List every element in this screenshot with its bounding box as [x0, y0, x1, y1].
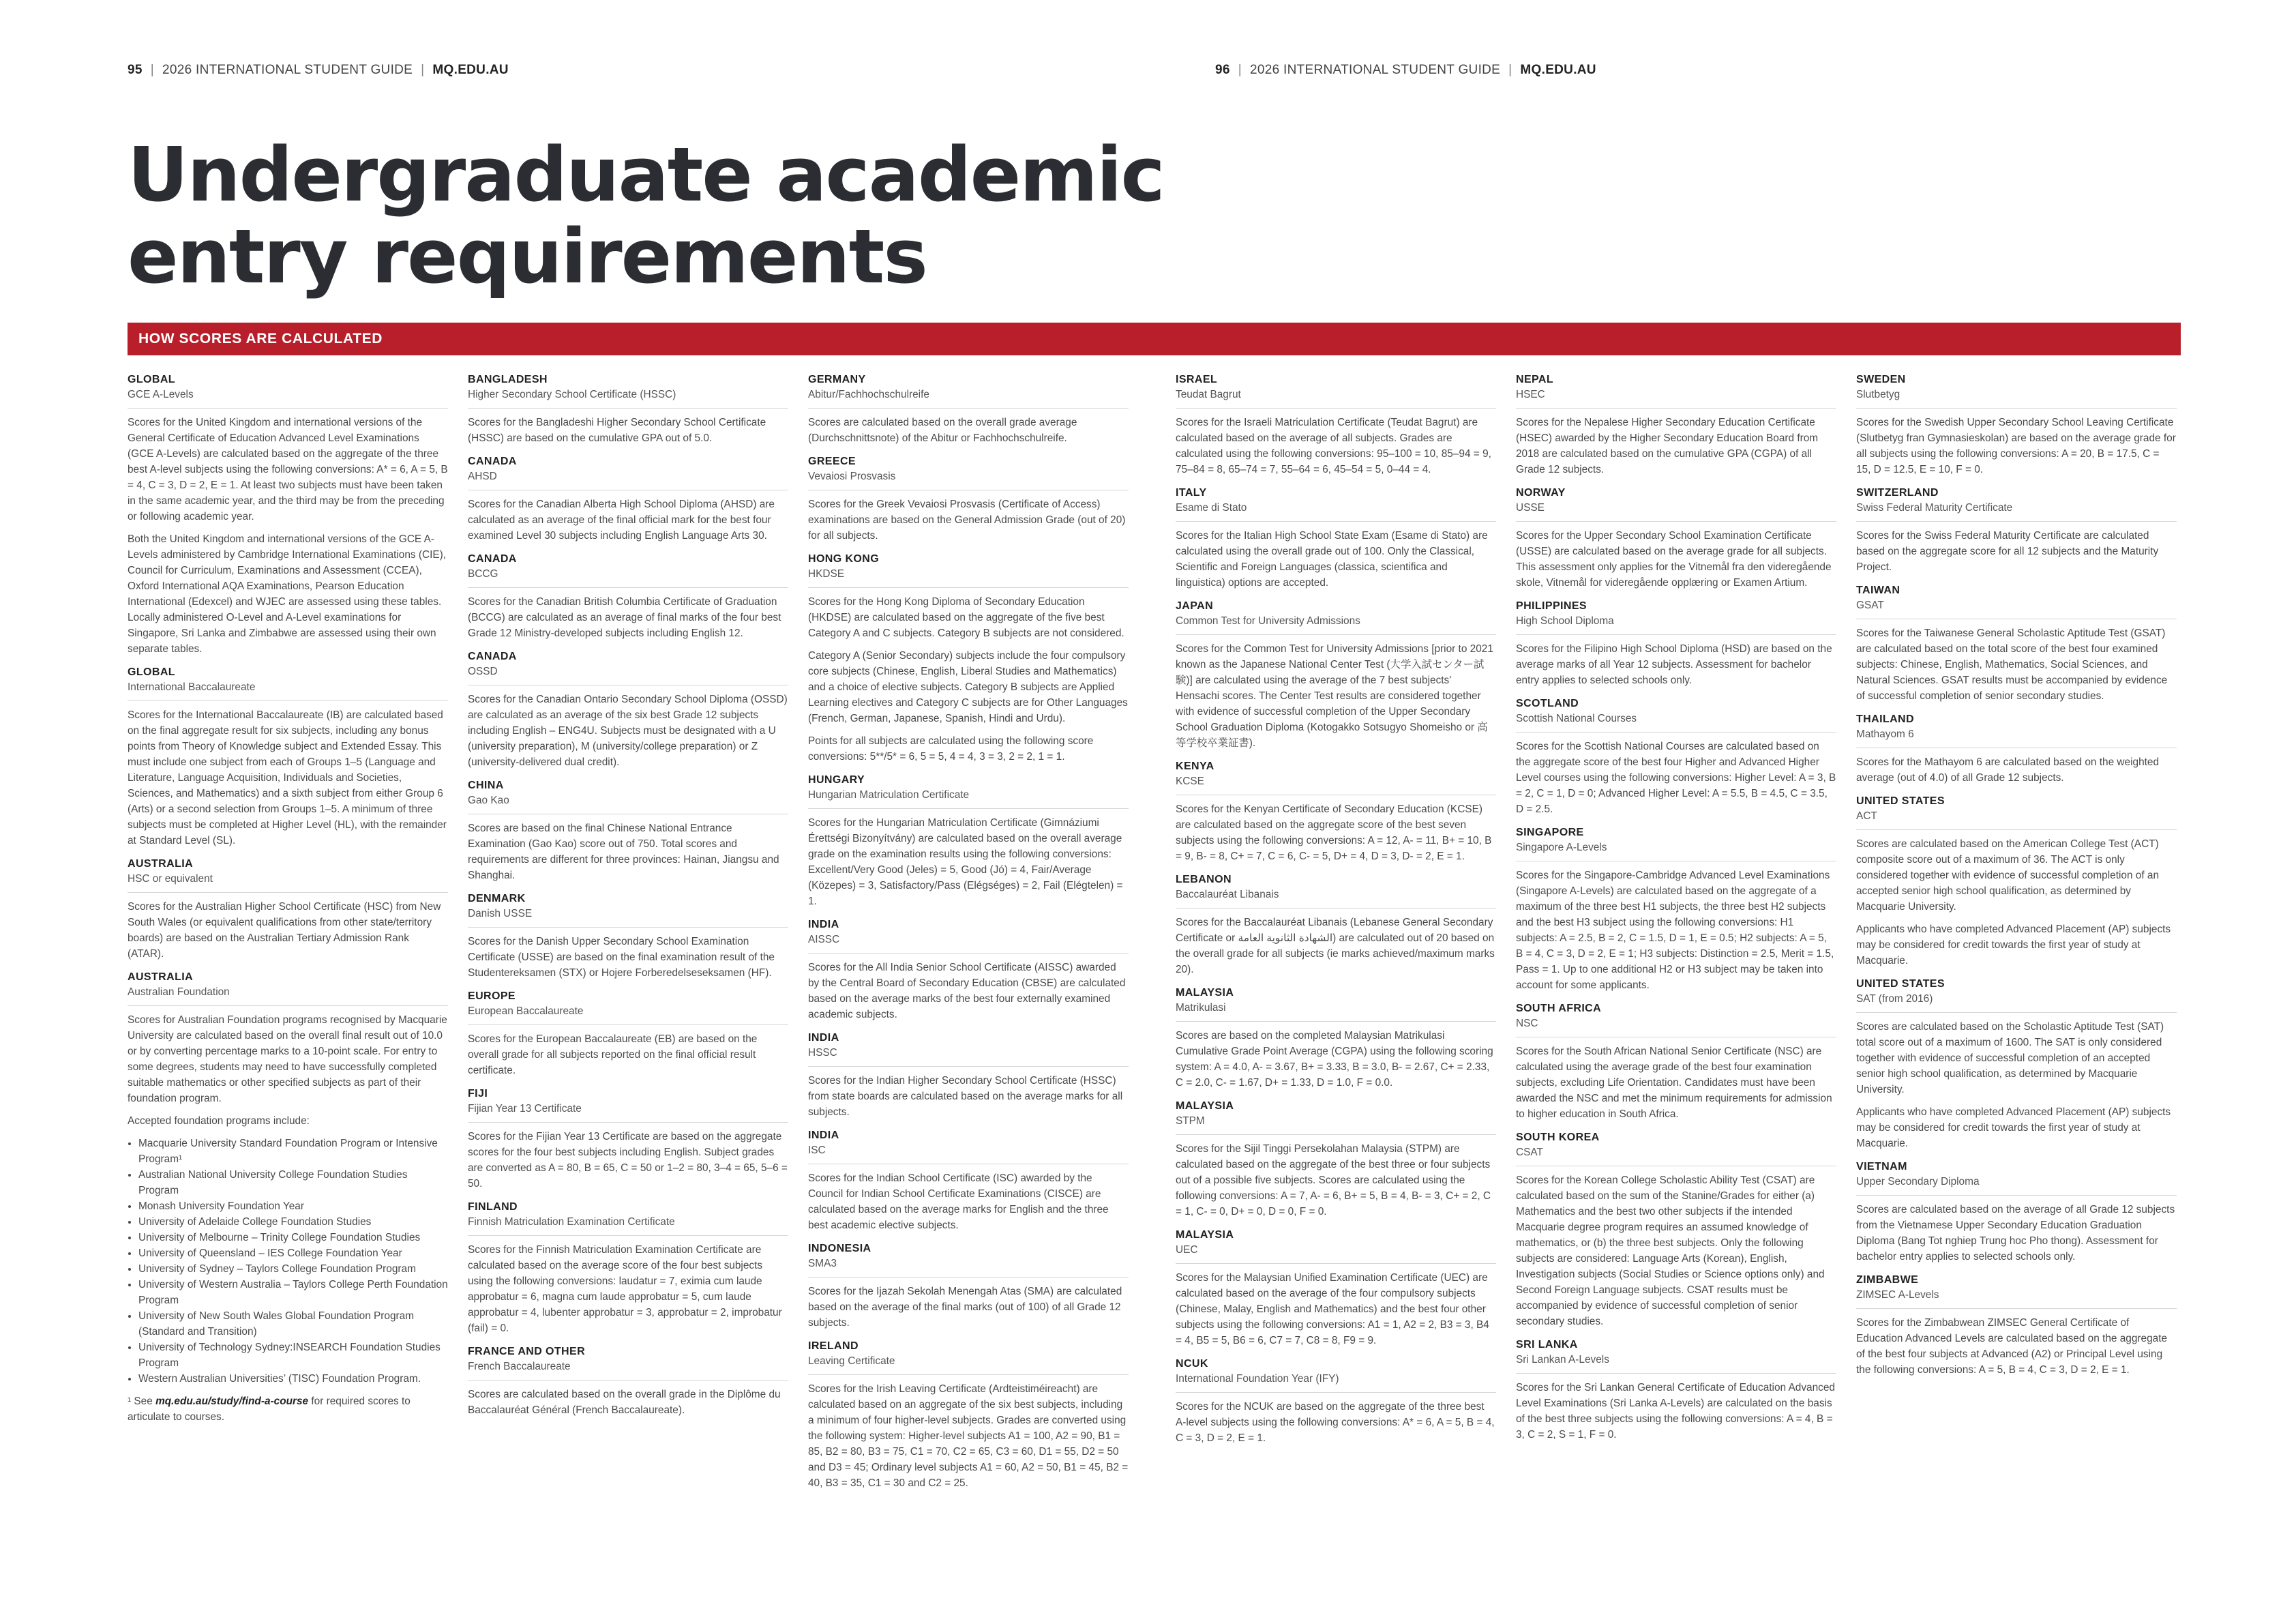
country-heading: SRI LANKA: [1516, 1339, 1578, 1350]
qualification-name: Esame di Stato: [1176, 501, 1496, 522]
country-entry: [468, 891, 788, 981]
country-heading: JAPAN: [1176, 600, 1214, 612]
country-heading: CHINA: [468, 780, 504, 791]
description-paragraph: Accepted foundation programs include:: [128, 1115, 310, 1127]
description-paragraph: Scores for the Singapore-Cambridge Advanced Level Examinations (Singapore A-Levels) are calculated based on the aggregate of a maximum of the three best H1 subjects, the three best H2 subjects and the best H3 subject using the following conversions: H1 subjects: A = 2.5, B = 2, C = 1.5, D = 1, E = 0.5; H2 subjects: A = 5, B = 4, C = 3, D = 2, E = 1; H3 subjects: Distinction = 2.5, Merit = 1.5, Pass = 1. Up to one additional H2 or H3 subject may be taken into account for some applicants.: [1516, 870, 1834, 991]
qualification-name: SMA3: [808, 1256, 1129, 1278]
country-entry: [1176, 1228, 1496, 1348]
qualification-name: OSSD: [468, 664, 788, 685]
country-entry: [468, 1087, 788, 1192]
qualification-name: Fijian Year 13 Certificate: [468, 1102, 788, 1123]
country-entry: [1176, 372, 1496, 477]
description-paragraph: Scores are calculated based on the overall grade average (Durchschnittsnote) of the Abitur or Fachhochschulreife.: [808, 417, 1077, 444]
country-heading: NEPAL: [1516, 374, 1554, 385]
description-paragraph: Scores are based on the final Chinese National Entrance Examination (Gao Kao) score out of 750. Total scores and requirements are different for three provinces: Hainan, Jiangsu and Shanghai.: [468, 823, 779, 881]
footnote: [128, 1393, 448, 1425]
country-heading: KENYA: [1176, 761, 1214, 772]
country-heading: FINLAND: [468, 1201, 518, 1213]
description-paragraph: Scores for the Sri Lankan General Certificate of Education Advanced Level Examinations (Sri Lanka A-Levels) are calculated on the basis of the best three subjects using the following conversions: A = 4, B = 3, C = 2, S = 1, F = 0.: [1516, 1382, 1835, 1441]
country-entry: [1176, 1357, 1496, 1446]
column-6: [1856, 372, 2177, 1386]
country-heading: ZIMBABWE: [1856, 1274, 1919, 1286]
country-heading: IRELAND: [808, 1340, 859, 1352]
country-entry: [468, 1344, 788, 1418]
column-1: [128, 372, 448, 1433]
qualification-name: NSC: [1516, 1016, 1836, 1037]
qualification-name: BCCG: [468, 567, 788, 588]
country-entry: [468, 552, 788, 641]
qualification-name: Danish USSE: [468, 906, 788, 928]
country-heading: FIJI: [468, 1088, 488, 1099]
description-paragraph: Scores for the Filipino High School Diploma (HSD) are based on the average marks of all Year 12 subjects. Assessment for bachelor entry applies to selected schools only.: [1516, 643, 1832, 686]
country-entry: [468, 372, 788, 446]
country-entry: [808, 917, 1129, 1022]
description-paragraph: Scores for the South African National Senior Certificate (NSC) are calculated using the average grade of the best four examination subjects, excluding Life Orientation. Candidates must have been awarded the NSC and met the minimum requirements for admission to higher education in South Africa.: [1516, 1046, 1832, 1120]
site-link[interactable]: MQ.EDU.AU: [432, 63, 509, 77]
country-entry: [1516, 486, 1836, 591]
qualification-name: Common Test for University Admissions: [1176, 614, 1496, 635]
qualification-name: HSEC: [1516, 387, 1836, 409]
description-paragraph: Scores for the Finnish Matriculation Examination Certificate are calculated based on the average score of the four best subjects using the following conversions: laudatur = 7, eximia cum laude approbatur = 6, magna cum laude approbatur = 5, cum laude approbatur = 4, lubenter approbatur = 3, approbatur = 2, improbatur (fail) = 0.: [468, 1244, 782, 1334]
qualification-name: Teudat Bagrut: [1176, 387, 1496, 409]
country-entry: [1516, 825, 1836, 993]
qualification-name: HSC or equivalent: [128, 872, 448, 893]
foundation-program-item: • Macquarie University Standard Foundation Program or Intensive Program¹: [138, 1136, 448, 1167]
country-entry: [808, 552, 1129, 765]
country-entry: [1856, 372, 2177, 477]
qualification-name: Sri Lankan A-Levels: [1516, 1353, 1836, 1374]
description-paragraph: Scores are based on the completed Malaysian Matrikulasi Cumulative Grade Point Average (CGPA) using the following scoring system: A = 4.0, A- = 3.67, B+ = 3.33, B = 3.0, B- = 2.67, C+ = 2.33, C = 2.0, C- = 1.67, D+ = 1.33, D = 1.0, F = 0.0.: [1176, 1030, 1493, 1089]
description-paragraph: Scores for the Danish Upper Secondary School Examination Certificate (USSE) are based on the final examination result of the Studentereksamen (STX) or Hojere Forberedelseseksamen (HF).: [468, 936, 775, 979]
description-paragraph: Scores for the Korean College Scholastic Ability Test (CSAT) are calculated based on the sum of the Stanine/Grades for either (a) Mathematics and the best two other subjects if the intended Macquarie degree program requires an assumed knowledge of mathematics, or (b) the three best subjects. Only the following subjects are considered: Language Arts (Korean), English, Investigation subjects (Social Studies or Science options only) and Second Foreign Language subjects. CSAT results must be accompanied by evidence of successful completion of senior secondary studies.: [1516, 1175, 1825, 1327]
description-paragraph: Scores for the Malaysian Unified Examination Certificate (UEC) are calculated based on the average of the four compulsory subjects (Chinese, Malay, English and Mathematics) and the best four other subjects using the following conversions: A1 = 1, A2 = 2, B3 = 3, B4 = 4, B5 = 5, B6 = 6, C7 = 7, C8 = 8, F9 = 9.: [1176, 1272, 1489, 1346]
country-heading: UNITED STATES: [1856, 795, 1945, 807]
description-paragraph: Scores for the Hong Kong Diploma of Secondary Education (HKDSE) are calculated based on the aggregate of the five best Category A and C subjects. Category B subjects are not considered.: [808, 596, 1124, 639]
country-entry: [468, 1200, 788, 1336]
description-paragraph: Scores for Australian Foundation programs recognised by Macquarie University are calculated based on the overall final result out of 10.0 or by converting percentage marks to a 10-point scale. For entry to some degrees, students may need to have successfully completed suitable mathematics or other specified subjects as part of their foundation program.: [128, 1014, 447, 1104]
qualification-name: Leaving Certificate: [808, 1354, 1129, 1375]
qualification-name: HKDSE: [808, 567, 1129, 588]
country-heading: BANGLADESH: [468, 374, 548, 385]
qualification-name: French Baccalaureate: [468, 1359, 788, 1381]
country-entry: [1176, 759, 1496, 864]
foundation-program-list: [128, 1136, 448, 1387]
qualification-name: Baccalauréat Libanais: [1176, 887, 1496, 909]
country-heading: CANADA: [468, 456, 517, 467]
description-paragraph: Scores for the Baccalauréat Libanais (Lebanese General Secondary Certificate or الشهادة الثانوية العامة) are calculated out of 20 based on the overall grade for all subjects (ie marks achieved/maximum marks 20).: [1176, 917, 1495, 975]
country-heading: VIETNAM: [1856, 1161, 1907, 1172]
description-paragraph: Scores for the Mathayom 6 are calculated based on the weighted average (out of 4.0) of all Grade 12 subjects.: [1856, 756, 2160, 784]
foundation-program-item: • University of Sydney – Taylors College Foundation Program: [138, 1261, 448, 1277]
country-entry: [128, 665, 448, 848]
qualification-name: High School Diploma: [1516, 614, 1836, 635]
qualification-name: Slutbetyg: [1856, 387, 2177, 409]
country-heading: SOUTH KOREA: [1516, 1132, 1600, 1143]
guide-title: 2026 INTERNATIONAL STUDENT GUIDE: [1249, 63, 1501, 77]
qualification-name: AISSC: [808, 932, 1129, 954]
page-number: 96: [1215, 63, 1230, 77]
description-paragraph: Scores for the Scottish National Courses are calculated based on the aggregate score of the best four Higher and Advanced Higher Level courses using the following conversions: Higher Level: A = 3, B = 2, C = 1, D = 0; Advanced Higher Level: A = 5.5, B = 4.5, C = 3.5, D = 2.5.: [1516, 741, 1836, 815]
foundation-program-item: • Monash University Foundation Year: [138, 1198, 448, 1214]
country-heading: GREECE: [808, 456, 856, 467]
description-paragraph: Scores for the Nepalese Higher Secondary Education Certificate (HSEC) awarded by the Higher Secondary Education Board from 2018 are calculated based on the cumulative GPA (CGPA) of all Grade 12 subjects.: [1516, 417, 1819, 475]
country-entry: [808, 1128, 1129, 1233]
country-entry: [1176, 486, 1496, 591]
description-paragraph: Applicants who have completed Advanced Placement (AP) subjects may be considered for credit towards the first year of study at Macquarie.: [1856, 1106, 2171, 1149]
country-heading: NORWAY: [1516, 487, 1566, 499]
description-paragraph: Scores for the Fijian Year 13 Certificate are based on the aggregate scores for the four best subjects including English. Subject grades are converted as A = 80, B = 65, C = 50 or 1–2 = 80, 3–4 = 65, 5–6 = 50.: [468, 1131, 788, 1190]
section-banner: HOW SCORES ARE CALCULATED: [128, 323, 2181, 355]
qualification-name: KCSE: [1176, 774, 1496, 795]
country-heading: ITALY: [1176, 487, 1207, 499]
guide-title: 2026 INTERNATIONAL STUDENT GUIDE: [162, 63, 413, 77]
page-header-right: 96 | 2026 INTERNATIONAL STUDENT GUIDE | MQ.EDU.AU: [1215, 63, 1596, 77]
country-heading: EUROPE: [468, 990, 516, 1002]
country-entry: [1516, 1338, 1836, 1443]
country-heading: GLOBAL: [128, 374, 175, 385]
foundation-program-item: • University of Technology Sydney:INSEARCH Foundation Studies Program: [138, 1340, 448, 1371]
description-paragraph: Scores for the Ijazah Sekolah Menengah Atas (SMA) are calculated based on the average of the final marks (out of 100) of all Grade 12 subjects.: [808, 1286, 1122, 1329]
foundation-program-item: • University of New South Wales Global Foundation Program (Standard and Transition): [138, 1308, 448, 1340]
qualification-name: Matrikulasi: [1176, 1001, 1496, 1022]
country-entry: [468, 989, 788, 1078]
country-heading: MALAYSIA: [1176, 1229, 1234, 1241]
country-entry: [808, 1339, 1129, 1491]
country-heading: FRANCE AND OTHER: [468, 1346, 586, 1357]
country-entry: [808, 1031, 1129, 1120]
country-entry: [1856, 712, 2177, 786]
description-paragraph: Scores for the Canadian Ontario Secondary School Diploma (OSSD) are calculated as an average of the six best Grade 12 subjects including English – ENG4U. Subjects must be designated with a U (university preparation), M (university/college preparation) or Z (university-delivered dual credit).: [468, 694, 788, 768]
description-paragraph: Scores for the Italian High School State Exam (Esame di Stato) are calculated using the overall grade out of 100. Only the Classical, Scientific and Foreign Languages (classica, scientifica and linguistica) options are accepted.: [1176, 530, 1488, 589]
course-link[interactable]: mq.edu.au/study/find-a-course: [155, 1396, 309, 1407]
country-heading: INDIA: [808, 1032, 839, 1044]
qualification-name: Upper Secondary Diploma: [1856, 1175, 2177, 1196]
qualification-name: ZIMSEC A-Levels: [1856, 1288, 2177, 1309]
description-paragraph: Scores for the Sijil Tinggi Persekolahan Malaysia (STPM) are calculated based on the aggregate of the best three or four subjects out of a possible five subjects. Scores are calculated using the following conversions: A = 7, A- = 6, B+ = 5, B = 4, B- = 3, C+ = 2, C = 1, C- = 0, D+ = 0, D = 0, F = 0.: [1176, 1143, 1491, 1217]
qualification-name: Australian Foundation: [128, 985, 448, 1006]
qualification-name: STPM: [1176, 1114, 1496, 1135]
country-entry: [1516, 1130, 1836, 1329]
description-paragraph: Scores for the Canadian Alberta High School Diploma (AHSD) are calculated as an average of the final official mark for the best four examined Level 30 subjects including English Language Arts 30.: [468, 499, 775, 542]
qualification-name: Singapore A-Levels: [1516, 840, 1836, 861]
country-heading: NCUK: [1176, 1358, 1208, 1370]
country-heading: SWITZERLAND: [1856, 487, 1939, 499]
description-paragraph: Scores for the Swedish Upper Secondary School Leaving Certificate (Slutbetyg fran Gymnasieskolan) are based on the average grade for all subjects using the following conversions: A = 20, B = 17.5, C = 15, D = 12.5, E = 10, F = 0.: [1856, 417, 2176, 475]
description-paragraph: Scores for the Australian Higher School Certificate (HSC) from New South Wales (or equivalent qualifications from other state/territory boards) are based on the Australian Tertiary Admission Rank (ATAR).: [128, 901, 441, 960]
description-paragraph: Scores for the International Baccalaureate (IB) are calculated based on the final aggregate result for six subjects, including any bonus points from Theory of Knowledge subject and Extended Essay. This must include one subject from each of Groups 1–5 (Language and Literature, Language Acquisition, Individuals and Societies, Sciences, and Mathematics) and a sixth subject from either Group 6 (Arts) or a second selection from Groups 1–5. A minimum of three subjects must be completed at Higher Level (HL), with the remainder at Standard Level (SL).: [128, 709, 447, 846]
qualification-name: UEC: [1176, 1243, 1496, 1264]
qualification-name: Gao Kao: [468, 793, 788, 814]
description-paragraph: Scores are calculated based on the American College Test (ACT) composite score out of a maximum of 36. The ACT is only considered together with evidence of successful completion of an accepted senior high school qualification, as determined by Macquarie University.: [1856, 838, 2160, 913]
description-paragraph: Scores for the Indian School Certificate (ISC) awarded by the Council for Indian School Certificate Examinations (CISCE) are calculated based on the average marks for English and the three best academic elective subjects.: [808, 1172, 1109, 1231]
qualification-name: SAT (from 2016): [1856, 992, 2177, 1013]
qualification-name: ISC: [808, 1143, 1129, 1164]
country-entry: [1856, 486, 2177, 575]
foundation-program-item: • University of Adelaide College Foundation Studies: [138, 1214, 448, 1230]
qualification-name: GSAT: [1856, 598, 2177, 619]
country-entry: [468, 649, 788, 770]
description-paragraph: Scores for the United Kingdom and international versions of the General Certificate of Education Advanced Level Examinations (GCE A-Levels) are calculated based on the aggregate of the three best A-level subjects using the following conversions: A* = 6, A = 5, B = 4, C = 3, D = 2, E = 1. At least two subjects must have been taken in the same academic year, and the third may be from the preceding or following academic year.: [128, 417, 448, 522]
description-paragraph: Scores for the Zimbabwean ZIMSEC General Certificate of Education Advanced Levels are calculated based on the aggregate of the best four subjects at Advanced (A2) or Principal Level using the following conversions: A = 5, B = 4, C = 3, D = 2, E = 1.: [1856, 1317, 2168, 1376]
qualification-name: Abitur/Fachhochschulreife: [808, 387, 1129, 409]
country-heading: MALAYSIA: [1176, 1100, 1234, 1112]
qualification-name: International Foundation Year (IFY): [1176, 1372, 1496, 1393]
qualification-name: European Baccalaureate: [468, 1004, 788, 1025]
country-entry: [1176, 599, 1496, 751]
column-3: [808, 372, 1129, 1499]
qualification-name: AHSD: [468, 469, 788, 490]
description-paragraph: Applicants who have completed Advanced Placement (AP) subjects may be considered for credit towards the first year of study at Macquarie.: [1856, 924, 2171, 966]
description-paragraph: Scores for the Taiwanese General Scholastic Aptitude Test (GSAT) are calculated based on the total score of the best four examined subjects: Chinese, English, Mathematics, Social Sciences, and Natural Sciences. GSAT results must be accompanied by evidence of successful completion of senior secondary studies.: [1856, 628, 2168, 702]
country-entry: [1176, 1099, 1496, 1220]
qualification-name: Scottish National Courses: [1516, 711, 1836, 733]
description-paragraph: Scores for the Bangladeshi Higher Secondary School Certificate (HSSC) are based on the cumulative GPA out of 5.0.: [468, 417, 766, 444]
description-paragraph: Category A (Senior Secondary) subjects include the four compulsory core subjects (Chinese, English, Liberal Studies and Mathematics) and a choice of elective subjects. Category B subjects are Applied Learning electives and Category C subjects are for Other Languages (French, German, Japanese, Spanish, Hindi and Urdu).: [808, 650, 1128, 724]
qualification-name: CSAT: [1516, 1145, 1836, 1166]
qualification-name: Swiss Federal Maturity Certificate: [1856, 501, 2177, 522]
description-paragraph: Both the United Kingdom and international versions of the GCE A-Levels administered by Cambridge International Examinations (CIE), Council for Curriculum, Examinations and Assessment (CCEA), Oxford International AQA Examinations, Pearson Education International (Edexcel) and WJEC are assessed using these tables. Locally administered O-Level and A-Level examinations for Singapore, Sri Lanka and Zimbabwe are assessed using their own separate tables.: [128, 533, 447, 655]
description-paragraph: Scores for the European Baccalaureate (EB) are based on the overall grade for all subjects reported on the final official result certificate.: [468, 1033, 758, 1076]
qualification-name: HSSC: [808, 1046, 1129, 1067]
country-entry: [1516, 372, 1836, 477]
country-heading: AUSTRALIA: [128, 971, 194, 983]
description-paragraph: Scores are calculated based on the average of all Grade 12 subjects from the Vietnamese Upper Secondary Education Graduation Diploma (Bang Tot nghiep Trung hoc Pho thong). Assessment for bachelor entry applies to selected schools only.: [1856, 1204, 2175, 1263]
foundation-program-item: • University of Western Australia – Taylors College Perth Foundation Program: [138, 1277, 448, 1308]
column-2: [468, 372, 788, 1426]
country-heading: CANADA: [468, 651, 517, 662]
country-heading: CANADA: [468, 553, 517, 565]
country-heading: SOUTH AFRICA: [1516, 1003, 1602, 1014]
page-number: 95: [128, 63, 143, 77]
description-paragraph: Scores for the Greek Vevaiosi Prosvasis (Certificate of Access) examinations are based on the General Admission Grade (out of 20) for all subjects.: [808, 499, 1126, 542]
foundation-program-item: • University of Queensland – IES College Foundation Year: [138, 1245, 448, 1261]
page-header-left: 95 | 2026 INTERNATIONAL STUDENT GUIDE | MQ.EDU.AU: [128, 63, 509, 77]
page-title: Undergraduate academic entry requirements: [128, 131, 1164, 300]
country-entry: [468, 778, 788, 883]
country-entry: [1856, 583, 2177, 704]
description-paragraph: Scores for the Common Test for University Admissions [prior to 2021 known as the Japanese National Center Test (大学入試センター試験)] are calculated using the average of the 7 best subjects' Hensachi scores. The Center Test results are considered together with evidence of successful completion of the Upper Secondary School Graduation Diploma (Kotogakko Sotsugyo Shomeisho or 高等学校卒業証書).: [1176, 643, 1493, 749]
country-heading: SWEDEN: [1856, 374, 1906, 385]
country-heading: HONG KONG: [808, 553, 880, 565]
country-entry: [1856, 1160, 2177, 1265]
description-paragraph: Scores for the Canadian British Columbia Certificate of Graduation (BCCG) are calculated as an average of final marks of the four best Grade 12 Ministry-developed subjects including English 12.: [468, 596, 781, 639]
country-entry: [1516, 599, 1836, 688]
country-entry: [1856, 977, 2177, 1151]
country-entry: [808, 372, 1129, 446]
country-entry: [1516, 1001, 1836, 1122]
country-entry: [1856, 1273, 2177, 1378]
country-heading: UNITED STATES: [1856, 978, 1945, 990]
qualification-name: Higher Secondary School Certificate (HSSC): [468, 387, 788, 409]
description-paragraph: Scores for the Irish Leaving Certificate (Ardteistiméireacht) are calculated based on an aggregate of the six best subjects, including a minimum of four higher-level subjects. Grades are converted using the following system: Higher-level subjects A1 = 100, A2 = 90, B1 = 85, B2 = 80, B3 = 75, C1 = 70, C2 = 65, C3 = 60, D1 = 55, D2 = 50 and D3 = 45; Ordinary level subjects A1 = 60, A2 = 50, B1 = 45, B2 = 40, B3 = 35, C1 = 30 and C2 = 25.: [808, 1383, 1129, 1489]
country-entry: [128, 970, 448, 1425]
country-heading: DENMARK: [468, 893, 526, 904]
description-paragraph: Scores for the Indian Higher Secondary School Certificate (HSSC) from state boards are calculated based on the average marks for all subjects.: [808, 1075, 1123, 1118]
country-heading: LEBANON: [1176, 874, 1232, 885]
country-heading: THAILAND: [1856, 713, 1914, 725]
country-heading: GERMANY: [808, 374, 866, 385]
description-paragraph: Scores for the All India Senior School Certificate (AISSC) awarded by the Central Board of Secondary Education (CBSE) are calculated based on the average marks of the best four externally examined academic subjects.: [808, 962, 1126, 1020]
country-entry: [1176, 872, 1496, 977]
country-entry: [128, 372, 448, 657]
country-entry: [808, 454, 1129, 544]
foundation-program-item: • Australian National University College Foundation Studies Program: [138, 1167, 448, 1198]
qualification-name: Mathayom 6: [1856, 727, 2177, 748]
description-paragraph: Scores for the Hungarian Matriculation Certificate (Gimnáziumi Érettségi Bizonyítvány) are calculated based on the overall average grade on the examination results using the following conversions: Excellent/Very Good (Jeles) = 5, Good (Jó) = 4, Fair/Average (Közepes) = 3, Satisfactory/Pass (Elégséges) = 2, Fail (Elégtelen) = 1.: [808, 817, 1123, 907]
footnote-suffix: for required scores to articulate to courses.: [128, 1396, 411, 1423]
country-entry: [808, 773, 1129, 909]
column-5: [1516, 372, 1836, 1451]
country-entry: [1516, 696, 1836, 817]
foundation-program-item: • Western Australian Universities’ (TISC) Foundation Program.: [138, 1371, 448, 1387]
qualification-name: International Baccalaureate: [128, 680, 448, 701]
country-heading: INDIA: [808, 1130, 839, 1141]
qualification-name: USSE: [1516, 501, 1836, 522]
footnote-prefix: ¹ See: [128, 1396, 156, 1407]
country-heading: INDIA: [808, 919, 839, 930]
country-heading: SCOTLAND: [1516, 698, 1579, 709]
country-heading: GLOBAL: [128, 666, 175, 678]
qualification-name: Finnish Matriculation Examination Certificate: [468, 1215, 788, 1236]
country-entry: [808, 1241, 1129, 1331]
description-paragraph: Scores for the NCUK are based on the aggregate of the three best A-level subjects using the following conversions: A* = 6, A = 5, B = 4, C = 3, D = 2, E = 1.: [1176, 1401, 1495, 1444]
country-heading: MALAYSIA: [1176, 987, 1234, 999]
description-paragraph: Scores for the Swiss Federal Maturity Certificate are calculated based on the aggregate score for all 12 subjects and the Maturity Project.: [1856, 530, 2159, 573]
column-4: [1176, 372, 1496, 1454]
description-paragraph: Scores for the Israeli Matriculation Certificate (Teudat Bagrut) are calculated based on the average of all subjects. Grades are calculated using the following conversions: 95–100 = 10, 85–94 = 9, 75–84 = 8, 65–74 = 7, 55–64 = 6, 45–54 = 5, 0–44 = 4.: [1176, 417, 1491, 475]
country-heading: ISRAEL: [1176, 374, 1218, 385]
description-paragraph: Scores for the Upper Secondary School Examination Certificate (USSE) are calculated based on the average grade for all subjects. This assessment only applies for the Vitnemål fra den videregående skole, Vitnemål for videregående opplæring or Examen Artium.: [1516, 530, 1832, 589]
country-heading: TAIWAN: [1856, 585, 1900, 596]
description-paragraph: Scores for the Kenyan Certificate of Secondary Education (KCSE) are calculated based on the aggregate score of the best seven subjects using the following conversions: A = 12, A- = 11, B+ = 10, B = 9, B- = 8, C+ = 7, C = 6, C- = 5, D+ = 4, D = 3, D- = 2, E = 1.: [1176, 803, 1492, 862]
description-paragraph: Scores are calculated based on the overall grade in the Diplôme du Baccalauréat Général (French Baccalaureate).: [468, 1389, 781, 1416]
country-heading: HUNGARY: [808, 774, 865, 786]
country-entry: [1176, 986, 1496, 1091]
site-link[interactable]: MQ.EDU.AU: [1520, 63, 1596, 77]
country-entry: [1856, 794, 2177, 969]
country-heading: SINGAPORE: [1516, 827, 1584, 838]
description-paragraph: Scores are calculated based on the Scholastic Aptitude Test (SAT) total score out of a maximum of 1600. The SAT is only considered together with evidence of successful completion of an accepted senior high school qualification, as determined by Macquarie University.: [1856, 1021, 2164, 1095]
qualification-name: GCE A-Levels: [128, 387, 448, 409]
country-entry: [468, 454, 788, 544]
qualification-name: ACT: [1856, 809, 2177, 830]
qualification-name: Vevaiosi Prosvasis: [808, 469, 1129, 490]
country-heading: INDONESIA: [808, 1243, 871, 1254]
country-heading: AUSTRALIA: [128, 858, 194, 870]
foundation-program-item: • University of Melbourne – Trinity College Foundation Studies: [138, 1230, 448, 1245]
qualification-name: Hungarian Matriculation Certificate: [808, 788, 1129, 809]
country-heading: PHILIPPINES: [1516, 600, 1587, 612]
country-entry: [128, 857, 448, 962]
description-paragraph: Points for all subjects are calculated using the following score conversions: 5**/5* = 6, 5 = 5, 4 = 4, 3 = 3, 2 = 2, 1 = 1.: [808, 735, 1094, 763]
